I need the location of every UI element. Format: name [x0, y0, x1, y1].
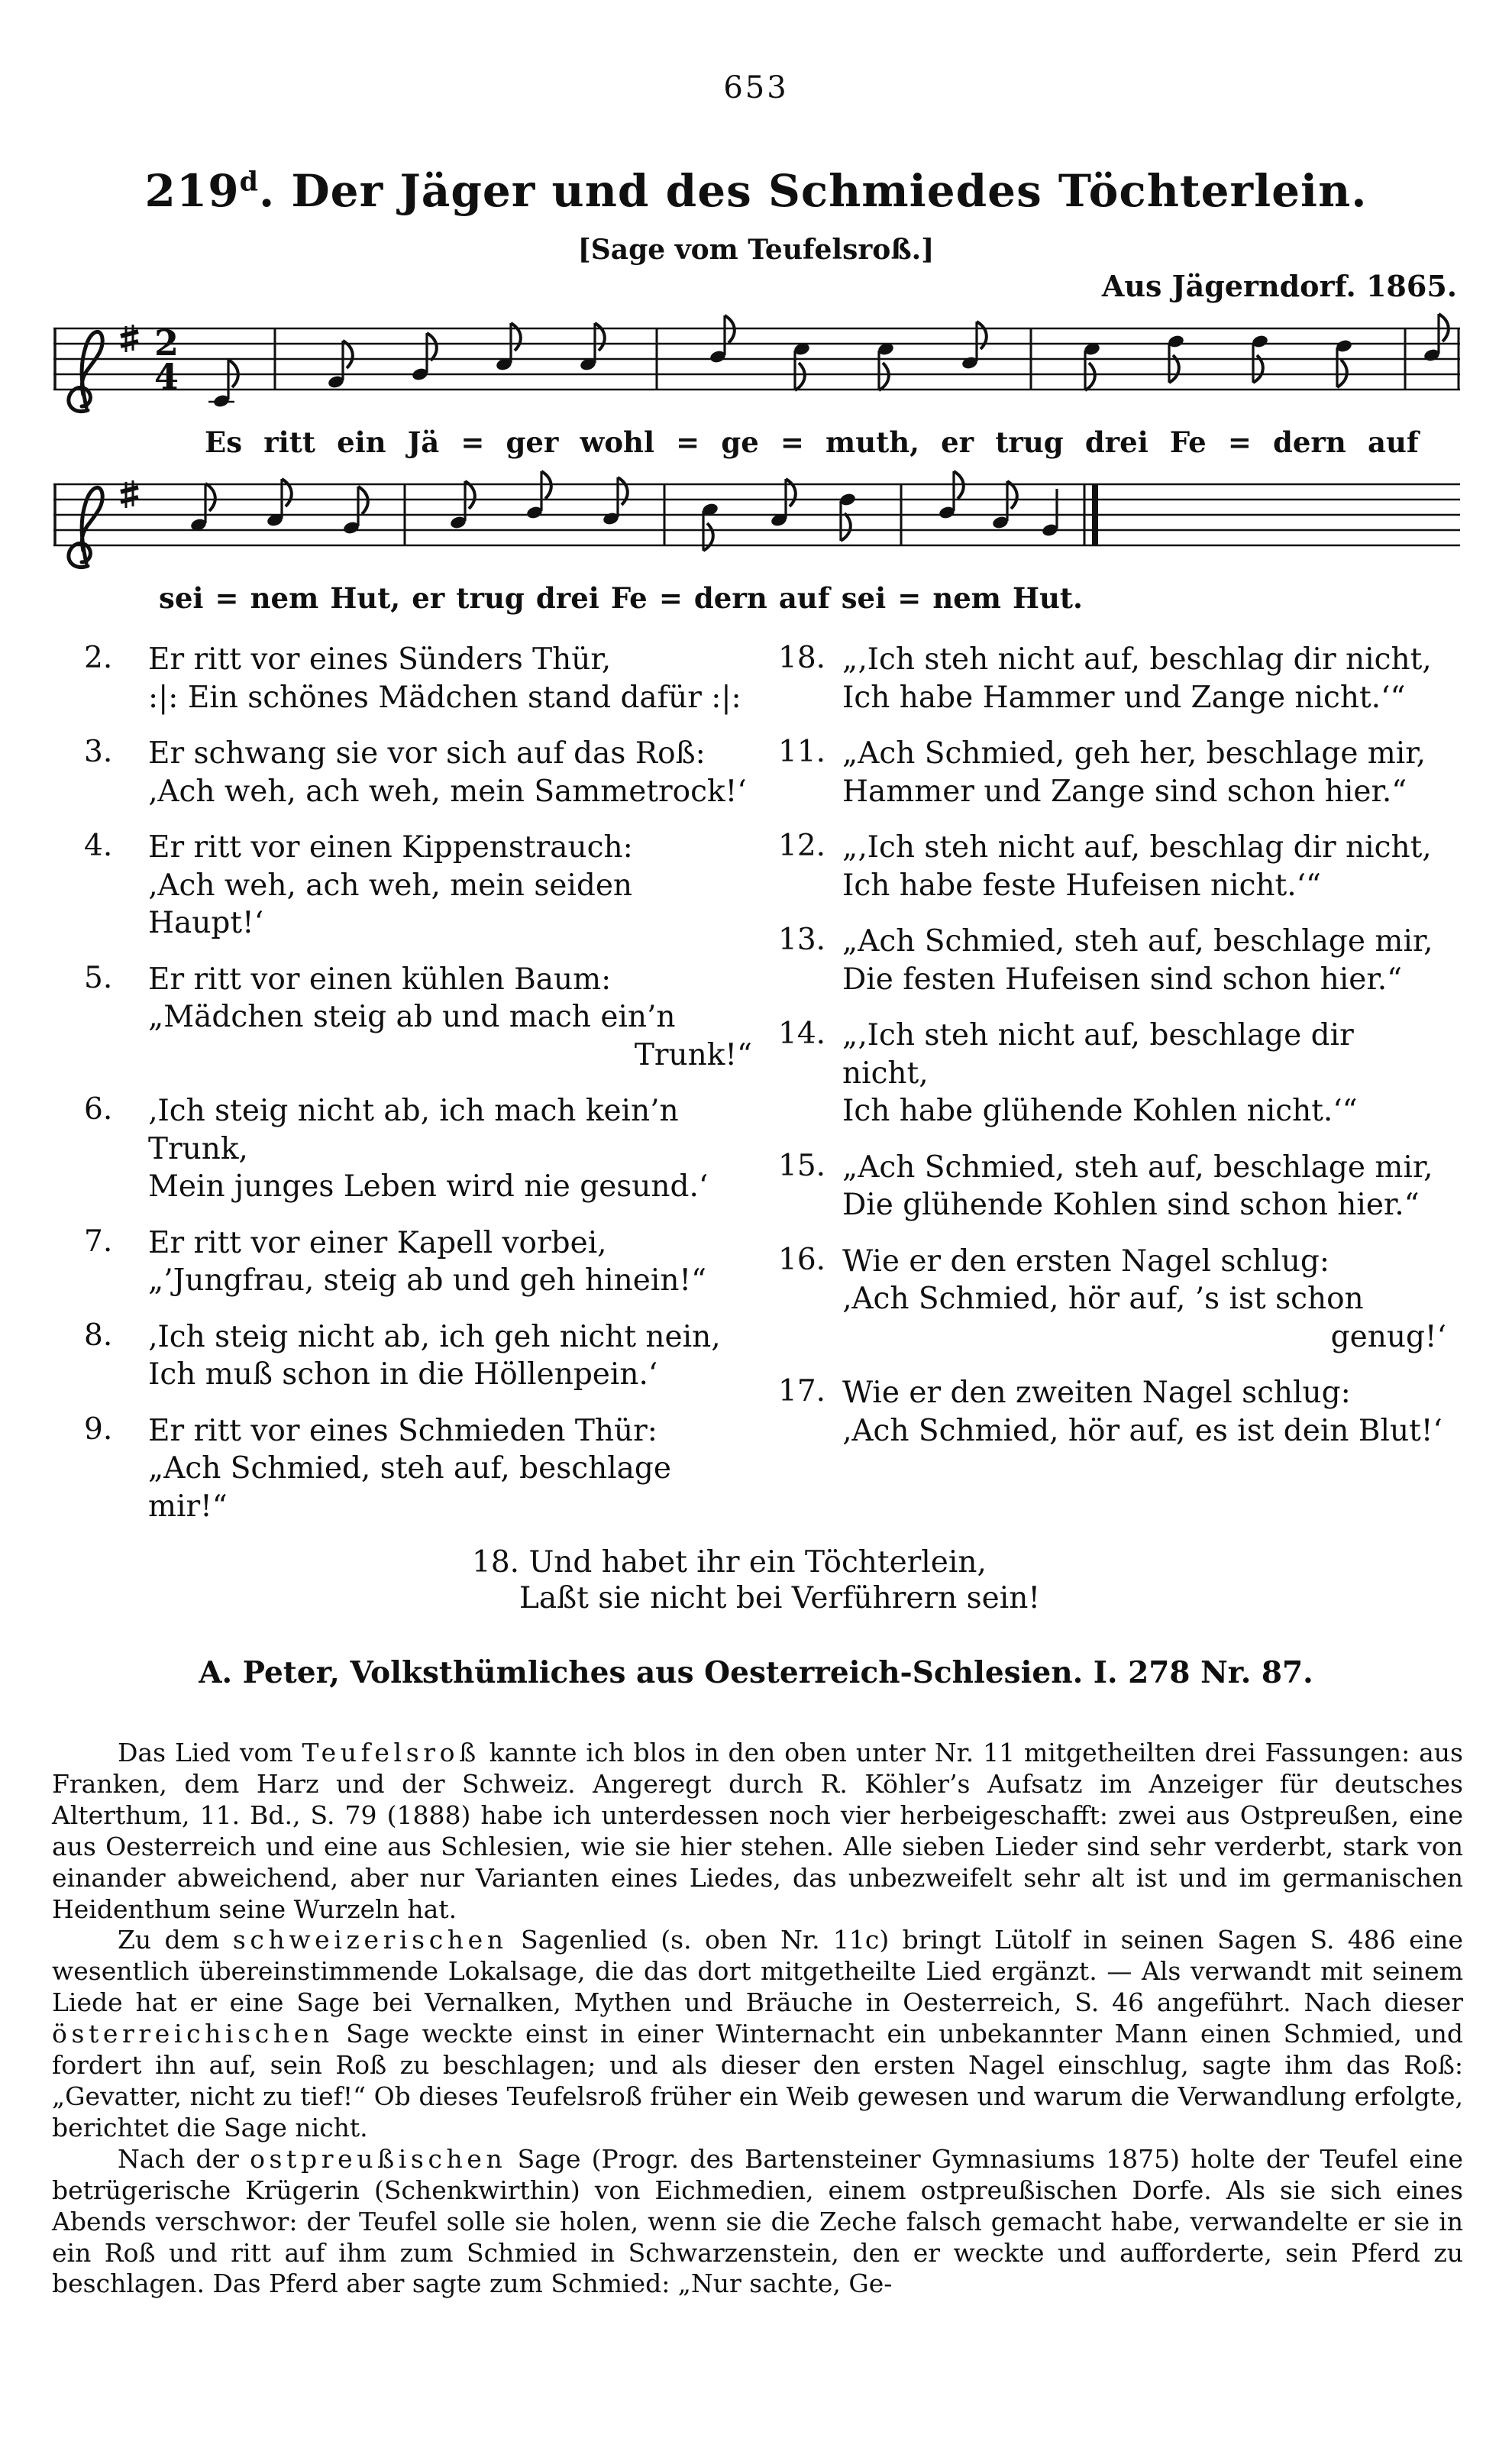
verse-line: Er schwang sie vor sich auf das Roß: — [148, 736, 706, 771]
footnote-paragraph — [52, 2144, 1463, 2301]
footnote-text: kannte ich blos in den oben unter Nr. 11 mitgetheilten drei Fassungen: aus Franken, dem Harz und der Schweiz. Angeregt durch R. Köhler’s Aufsatz im Anzeiger für deutsches Alterthum, 11. Bd., S. 79 (1888) habe ich unterdessen noch vier herbeigeschafft: zwei aus Ostpreußen, eine aus Oesterreich und eine aus Schlesien, wie sie hier stehen. Alle sieben Lieder sind sehr verderbt, stark von einander abweichend, aber nur Varianten eines Liedes, das unbezweifelt sehr alt ist und im germanischen Heidenthum seine Wurzeln hat. — [52, 1738, 1463, 1924]
verse-number: 14. — [778, 1017, 826, 1052]
verse-line: Ich muß schon in die Höllenpein.‘ — [148, 1357, 658, 1392]
lyric-syllable: Fe — [1169, 425, 1207, 459]
lyric-syllable: Jä — [407, 425, 440, 459]
lyric-syllable: Es — [205, 425, 243, 459]
verse-line: Er ritt vor einen kühlen Baum: — [148, 962, 612, 997]
lyric-syllable: ein — [337, 425, 386, 459]
lyric-syllable: trug — [995, 425, 1064, 459]
verse-line: Er ritt vor eines Schmieden Thür: — [148, 1413, 657, 1448]
lyric-syllable: er — [412, 581, 445, 615]
verse-line: Er ritt vor einen Kippenstrauch: — [148, 830, 633, 865]
verse-line: ‚Ach Schmied, hör auf, ’s ist schon — [842, 1282, 1364, 1317]
verse-7 — [84, 1224, 752, 1300]
lyric-syllable: muth, — [825, 425, 919, 459]
lyric-syllable: ge — [721, 425, 759, 459]
lyric-syllable: dern — [693, 581, 767, 615]
verse-number: 11. — [778, 735, 826, 770]
verse-number: 17. — [778, 1374, 826, 1409]
lyric-syllable: auf — [778, 581, 830, 615]
lyric-syllable: = — [1227, 425, 1252, 459]
verse-number: 5. — [84, 960, 113, 995]
song-number-superscript: d — [239, 166, 259, 198]
footnote-text: Sagenlied (s. oben Nr. 11c) bringt Lütolf in seinen Sagen S. 486 eine wesentlich übereinstimmende Lokalsage, die das dort mitgetheilte Lied ergänzt. — Als verwandt mit seinem Liede hat er eine Sage bei Vernalken, Mythen und Bräuche in Oesterreich, S. 46 angeführt. Nach dieser — [52, 1925, 1463, 2018]
lyric-syllable: dern — [1273, 425, 1346, 459]
closing-verse-line-1: 18. Und habet ihr ein Töchterlein, — [472, 1545, 987, 1580]
verse-line: ‚Ach weh, ach weh, mein seiden Haupt!‘ — [148, 868, 633, 941]
lyric-syllable: = — [676, 425, 700, 459]
verse-line: Wie er den zweiten Nagel schlug: — [842, 1376, 1351, 1411]
verse-line: Wie er den ersten Nagel schlug: — [842, 1243, 1329, 1279]
verse-number: 6. — [84, 1092, 113, 1127]
footnote-text: Sage (Progr. des Bartensteiner Gymnasiums 1875) holte der Teufel eine betrügerische Krügerin (Schenkwirthin) von Eichmedien, einem ostpreußischen Dorfe. Als sie sich eines Abends verschwor: der Teufel solle sie holen, wenn sie die Zeche falsch gemacht habe, verwandelte er sie in ein Roß und ritt auf ihm zum Schmied in Schwarzenstein, den er weckte und aufforderte, sein Pferd zu beschlagen. Das Pferd aber sagte zum Schmied: „Nur sachte, Ge- — [52, 2143, 1464, 2299]
time-signature-denominator: 4 — [153, 356, 179, 397]
lyric-syllable: sei — [841, 581, 887, 615]
lyric-syllable: Hut. — [1013, 581, 1083, 615]
lyric-syllable: = — [780, 425, 804, 459]
verses-right-column — [778, 641, 1446, 1544]
verse-line: Ich habe glühende Kohlen nicht.‘“ — [842, 1094, 1358, 1129]
verses-left-column — [84, 641, 752, 1544]
emphasized-term: österreichischen — [52, 2019, 334, 2049]
song-attribution: Aus Jägerndorf. 1865. — [1101, 269, 1457, 303]
footnote-text: Das Lied vom — [118, 1738, 302, 1767]
verse-line: „Ach Schmied, steh auf, beschlage mir!“ — [148, 1451, 671, 1524]
footnote-text: Nach der — [118, 2143, 250, 2174]
source-citation: A. Peter, Volksthümliches aus Oesterreich-Schlesien. I. 278 Nr. 87. — [199, 1655, 1313, 1690]
verse-line: Ich habe Hammer und Zange nicht.‘“ — [842, 680, 1406, 715]
verse-line: Ich habe feste Hufeisen nicht.‘“ — [842, 868, 1321, 903]
emphasized-term: Teufelsroß — [302, 1738, 480, 1767]
verse-14 — [778, 1017, 1446, 1130]
verse-line: genug!‘ — [1330, 1319, 1446, 1354]
lyric-syllable: Hut, — [330, 581, 401, 615]
lyric-syllable: ger — [506, 425, 559, 459]
song-subtitle: [Sage vom Teufelsroß.] — [577, 234, 935, 266]
lyric-syllable: auf — [1367, 425, 1419, 459]
verse-line: ‚Ach Schmied, hör auf, es ist dein Blut!‘ — [842, 1413, 1443, 1448]
lyric-syllable: drei — [535, 581, 599, 615]
verse-number: 13. — [778, 923, 826, 958]
lyric-syllable: nem — [250, 581, 319, 615]
verse-number: 15. — [778, 1148, 826, 1183]
verses-section — [44, 641, 1468, 1544]
verse-number: 3. — [84, 735, 113, 770]
lyric-syllable: = — [658, 581, 683, 615]
lyric-syllable: = — [215, 581, 239, 615]
lyric-syllable: = — [460, 425, 485, 459]
song-title-text: Der Jäger und des Schmiedes Töchterlein. — [291, 165, 1368, 217]
verse-line: :|: Ein schönes Mädchen stand dafür :|: — [148, 680, 741, 715]
footnote-paragraph — [52, 1925, 1463, 2143]
music-system-1 — [44, 309, 1468, 459]
verse-line: Hammer und Zange sind schon hier.“ — [842, 774, 1407, 809]
verse-line: „Ach Schmied, geh her, beschlage mir, — [842, 736, 1426, 771]
lyric-syllable: trug — [456, 581, 525, 615]
verse-15 — [778, 1149, 1446, 1224]
emphasized-term: ostpreußischen — [250, 2143, 507, 2174]
lyric-syllable: sei — [159, 581, 204, 615]
verse-line: „‚Ich steh nicht auf, beschlage dir nicht, — [842, 1018, 1354, 1091]
lyric-syllable: = — [897, 581, 922, 615]
verse-line: Er ritt vor eines Sünders Thür, — [148, 642, 612, 677]
verse-6 — [84, 1092, 752, 1206]
verse-line: „Ach Schmied, steh auf, beschlage mir, — [842, 924, 1433, 959]
verse-8 — [84, 1318, 752, 1394]
verse-line: ‚Ich steig nicht ab, ich mach kein’n Trunk, — [148, 1094, 679, 1166]
verse-9 — [84, 1412, 752, 1526]
verse-line: „’Jungfrau, steig ab und geh hinein!“ — [148, 1263, 707, 1298]
lyric-syllable: Fe — [610, 581, 648, 615]
verse-line: Er ritt vor einer Kapell vorbei, — [148, 1225, 607, 1260]
verse-line: Trunk!“ — [634, 1037, 752, 1072]
verse-line: „‚Ich steh nicht auf, beschlag dir nicht, — [842, 830, 1432, 865]
verse-line: „‚Ich steh nicht auf, beschlag dir nicht, — [842, 642, 1432, 677]
verse-line: ‚Ach weh, ach weh, mein Sammetrock!‘ — [148, 774, 747, 809]
verse-11 — [778, 735, 1446, 810]
verse-3 — [84, 735, 752, 810]
verse-4 — [84, 829, 752, 943]
song-title — [44, 165, 1468, 217]
verse-line: Die glühende Kohlen sind schon hier.“ — [842, 1188, 1420, 1223]
lyric-syllable: wohl — [580, 425, 655, 459]
verse-17 — [778, 1374, 1446, 1450]
verse-number: 2. — [84, 641, 113, 675]
verse-18 — [778, 641, 1446, 716]
music-staff-2 — [46, 465, 1466, 580]
emphasized-term: schweizerischen — [232, 1925, 508, 1955]
verse-16 — [778, 1243, 1446, 1357]
song-number-period: . — [258, 165, 276, 217]
footnote-text: Zu dem — [118, 1925, 233, 1955]
footnote-paragraph — [52, 1738, 1463, 1925]
verse-number: 8. — [84, 1318, 113, 1353]
lyric-syllable: er — [941, 425, 974, 459]
verse-line: ‚Ich steig nicht ab, ich geh nicht nein, — [148, 1319, 721, 1354]
footnote-text: Sage weckte einst in einer Winternacht ein unbekannter Mann einen Schmied, und fordert ihn auf, sein Roß zu beschlagen; und als dieser den ersten Nagel einschlug, sagte ihm das Roß: „Gevatter, nicht zu tief!“ Ob dieses Teufelsroß früher ein Weib gewesen und warum die Verwandlung erfolgte, berichtet die Sage nicht. — [52, 2019, 1463, 2142]
music-staff-1 — [46, 309, 1466, 424]
lyrics-line-2 — [159, 581, 1083, 615]
verse-2 — [84, 641, 752, 716]
closing-verse — [44, 1545, 1468, 1619]
time-signature-numerator: 2 — [153, 322, 179, 364]
verse-number: 16. — [778, 1242, 826, 1277]
verse-line: „Ach Schmied, steh auf, beschlage mir, — [842, 1150, 1433, 1185]
music-system-2 — [44, 465, 1468, 615]
verse-number: 18. — [778, 641, 826, 675]
verse-number: 4. — [84, 829, 113, 864]
song-number: 219 — [144, 165, 240, 217]
verse-5 — [84, 961, 752, 1075]
verse-12 — [778, 829, 1446, 904]
verse-line: Die festen Hufeisen sind schon hier.“ — [842, 962, 1403, 997]
lyric-syllable: ritt — [263, 425, 315, 459]
closing-verse-line-2: Laßt sie nicht bei Verführern sein! — [519, 1581, 1040, 1616]
lyrics-line-1 — [205, 425, 1419, 459]
page-number: 653 — [723, 70, 789, 105]
footnote-commentary — [44, 1738, 1468, 2300]
verse-line: Mein junges Leben wird nie gesund.‘ — [148, 1169, 709, 1205]
verse-13 — [778, 923, 1446, 998]
verse-number: 7. — [84, 1224, 113, 1259]
lyric-syllable: drei — [1084, 425, 1149, 459]
verse-number: 12. — [778, 829, 826, 864]
verse-line: „Mädchen steig ab und mach ein’n — [148, 1000, 676, 1035]
verse-number: 9. — [84, 1412, 113, 1447]
lyric-syllable: nem — [932, 581, 1001, 615]
